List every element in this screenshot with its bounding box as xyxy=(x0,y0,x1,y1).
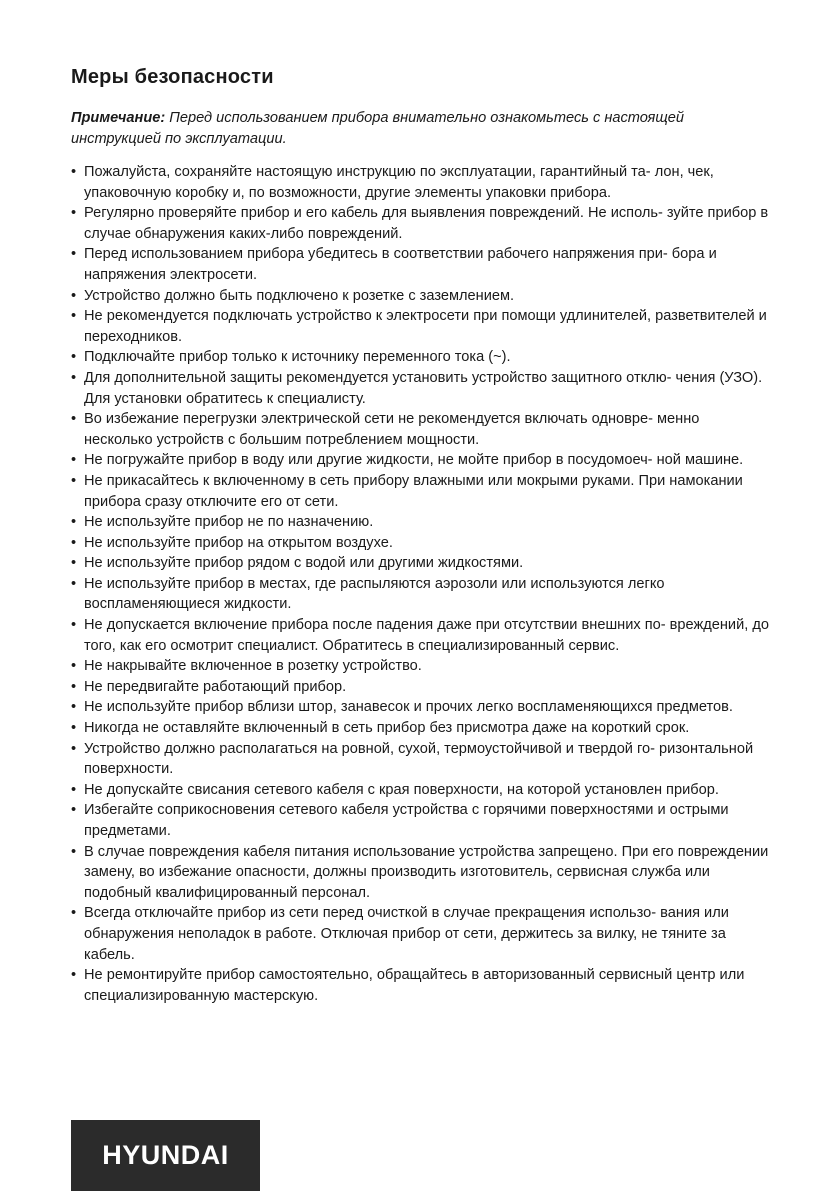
list-item: • Устройство должно быть подключено к розетке с заземлением. xyxy=(71,286,771,307)
list-item: • Избегайте соприкосновения сетевого кабеля устройства с горячими поверхностями и острыми предметами. xyxy=(71,800,771,841)
list-item: • Перед использованием прибора убедитесь в соответствии рабочего напряжения при- бора и напряжения электросети. xyxy=(71,244,771,285)
list-item: • Для дополнительной защиты рекомендуется установить устройство защитного отклю- чения (УЗО). Для установки обратитесь к специалисту. xyxy=(71,368,771,409)
list-item: • Не прикасайтесь к включенному в сеть прибору влажными или мокрыми руками. При намокании прибора сразу отключите его от сети. xyxy=(71,471,771,512)
list-item: • Не рекомендуется подключать устройство к электросети при помощи удлинителей, разветвителей и переходников. xyxy=(71,306,771,347)
list-item: • Всегда отключайте прибор из сети перед очисткой в случае прекращения использо- вания или обнаружения неполадок в работе. Отключая прибор от сети, держитесь за вилку, не тяните за кабель. xyxy=(71,903,771,965)
list-item: • Во избежание перегрузки электрической сети не рекомендуется включать одновре- менно несколько устройств с большим потреблением мощности. xyxy=(71,409,771,450)
brand-logo-text: HYUNDAI xyxy=(102,1140,229,1170)
brand-logo xyxy=(71,1120,260,1191)
list-item: • Никогда не оставляйте включенный в сеть прибор без присмотра даже на короткий срок. xyxy=(71,718,771,739)
note-label: Примечание: xyxy=(71,110,166,126)
list-item: • Пожалуйста, сохраняйте настоящую инструкцию по эксплуатации, гарантийный та- лон, чек, упаковочную коробку и, по возможности, другие элементы упаковки прибора. xyxy=(71,162,771,203)
list-item: • Не используйте прибор не по назначению. xyxy=(71,512,771,533)
note xyxy=(71,108,771,149)
list-item: • Не передвигайте работающий прибор. xyxy=(71,677,771,698)
safety-list xyxy=(71,162,771,1006)
list-item: • Регулярно проверяйте прибор и его кабель для выявления повреждений. Не исполь- зуйте прибор в случае обнаружения каких-либо повреждений. xyxy=(71,203,771,244)
list-item: • Не допускается включение прибора после падения даже при отсутствии внешних по- вреждений, до того, как его осмотрит специалист. Обратитесь в специализированный сервис. xyxy=(71,615,771,656)
list-item: • Не используйте прибор в местах, где распыляются аэрозоли или используются легко воспламеняющиеся жидкости. xyxy=(71,574,771,615)
list-item: • В случае повреждения кабеля питания использование устройства запрещено. При его повреждении замену, во избежание опасности, должны производить изготовитель, сервисная служба или подобный квалифицированный персонал. xyxy=(71,842,771,904)
list-item: • Не допускайте свисания сетевого кабеля с края поверхности, на которой установлен прибор. xyxy=(71,780,771,801)
page-title: Меры безопасности xyxy=(71,66,274,88)
list-item: • Подключайте прибор только к источнику переменного тока (~). xyxy=(71,347,771,368)
note-text: Перед использованием прибора внимательно ознакомьтесь с настоящей инструкцией по эксплуатации. xyxy=(71,110,685,147)
list-item: • Устройство должно располагаться на ровной, сухой, термоустойчивой и твердой го- ризонтальной поверхности. xyxy=(71,739,771,780)
list-item: • Не используйте прибор вблизи штор, занавесок и прочих легко воспламеняющихся предметов. xyxy=(71,697,771,718)
list-item: • Не накрывайте включенное в розетку устройство. xyxy=(71,656,771,677)
list-item: • Не ремонтируйте прибор самостоятельно, обращайтесь в авторизованный сервисный центр или специализированную мастерскую. xyxy=(71,965,771,1006)
list-item: • Не погружайте прибор в воду или другие жидкости, не мойте прибор в посудомоеч- ной машине. xyxy=(71,450,771,471)
list-item: • Не используйте прибор рядом с водой или другими жидкостями. xyxy=(71,553,771,574)
list-item: • Не используйте прибор на открытом воздухе. xyxy=(71,533,771,554)
